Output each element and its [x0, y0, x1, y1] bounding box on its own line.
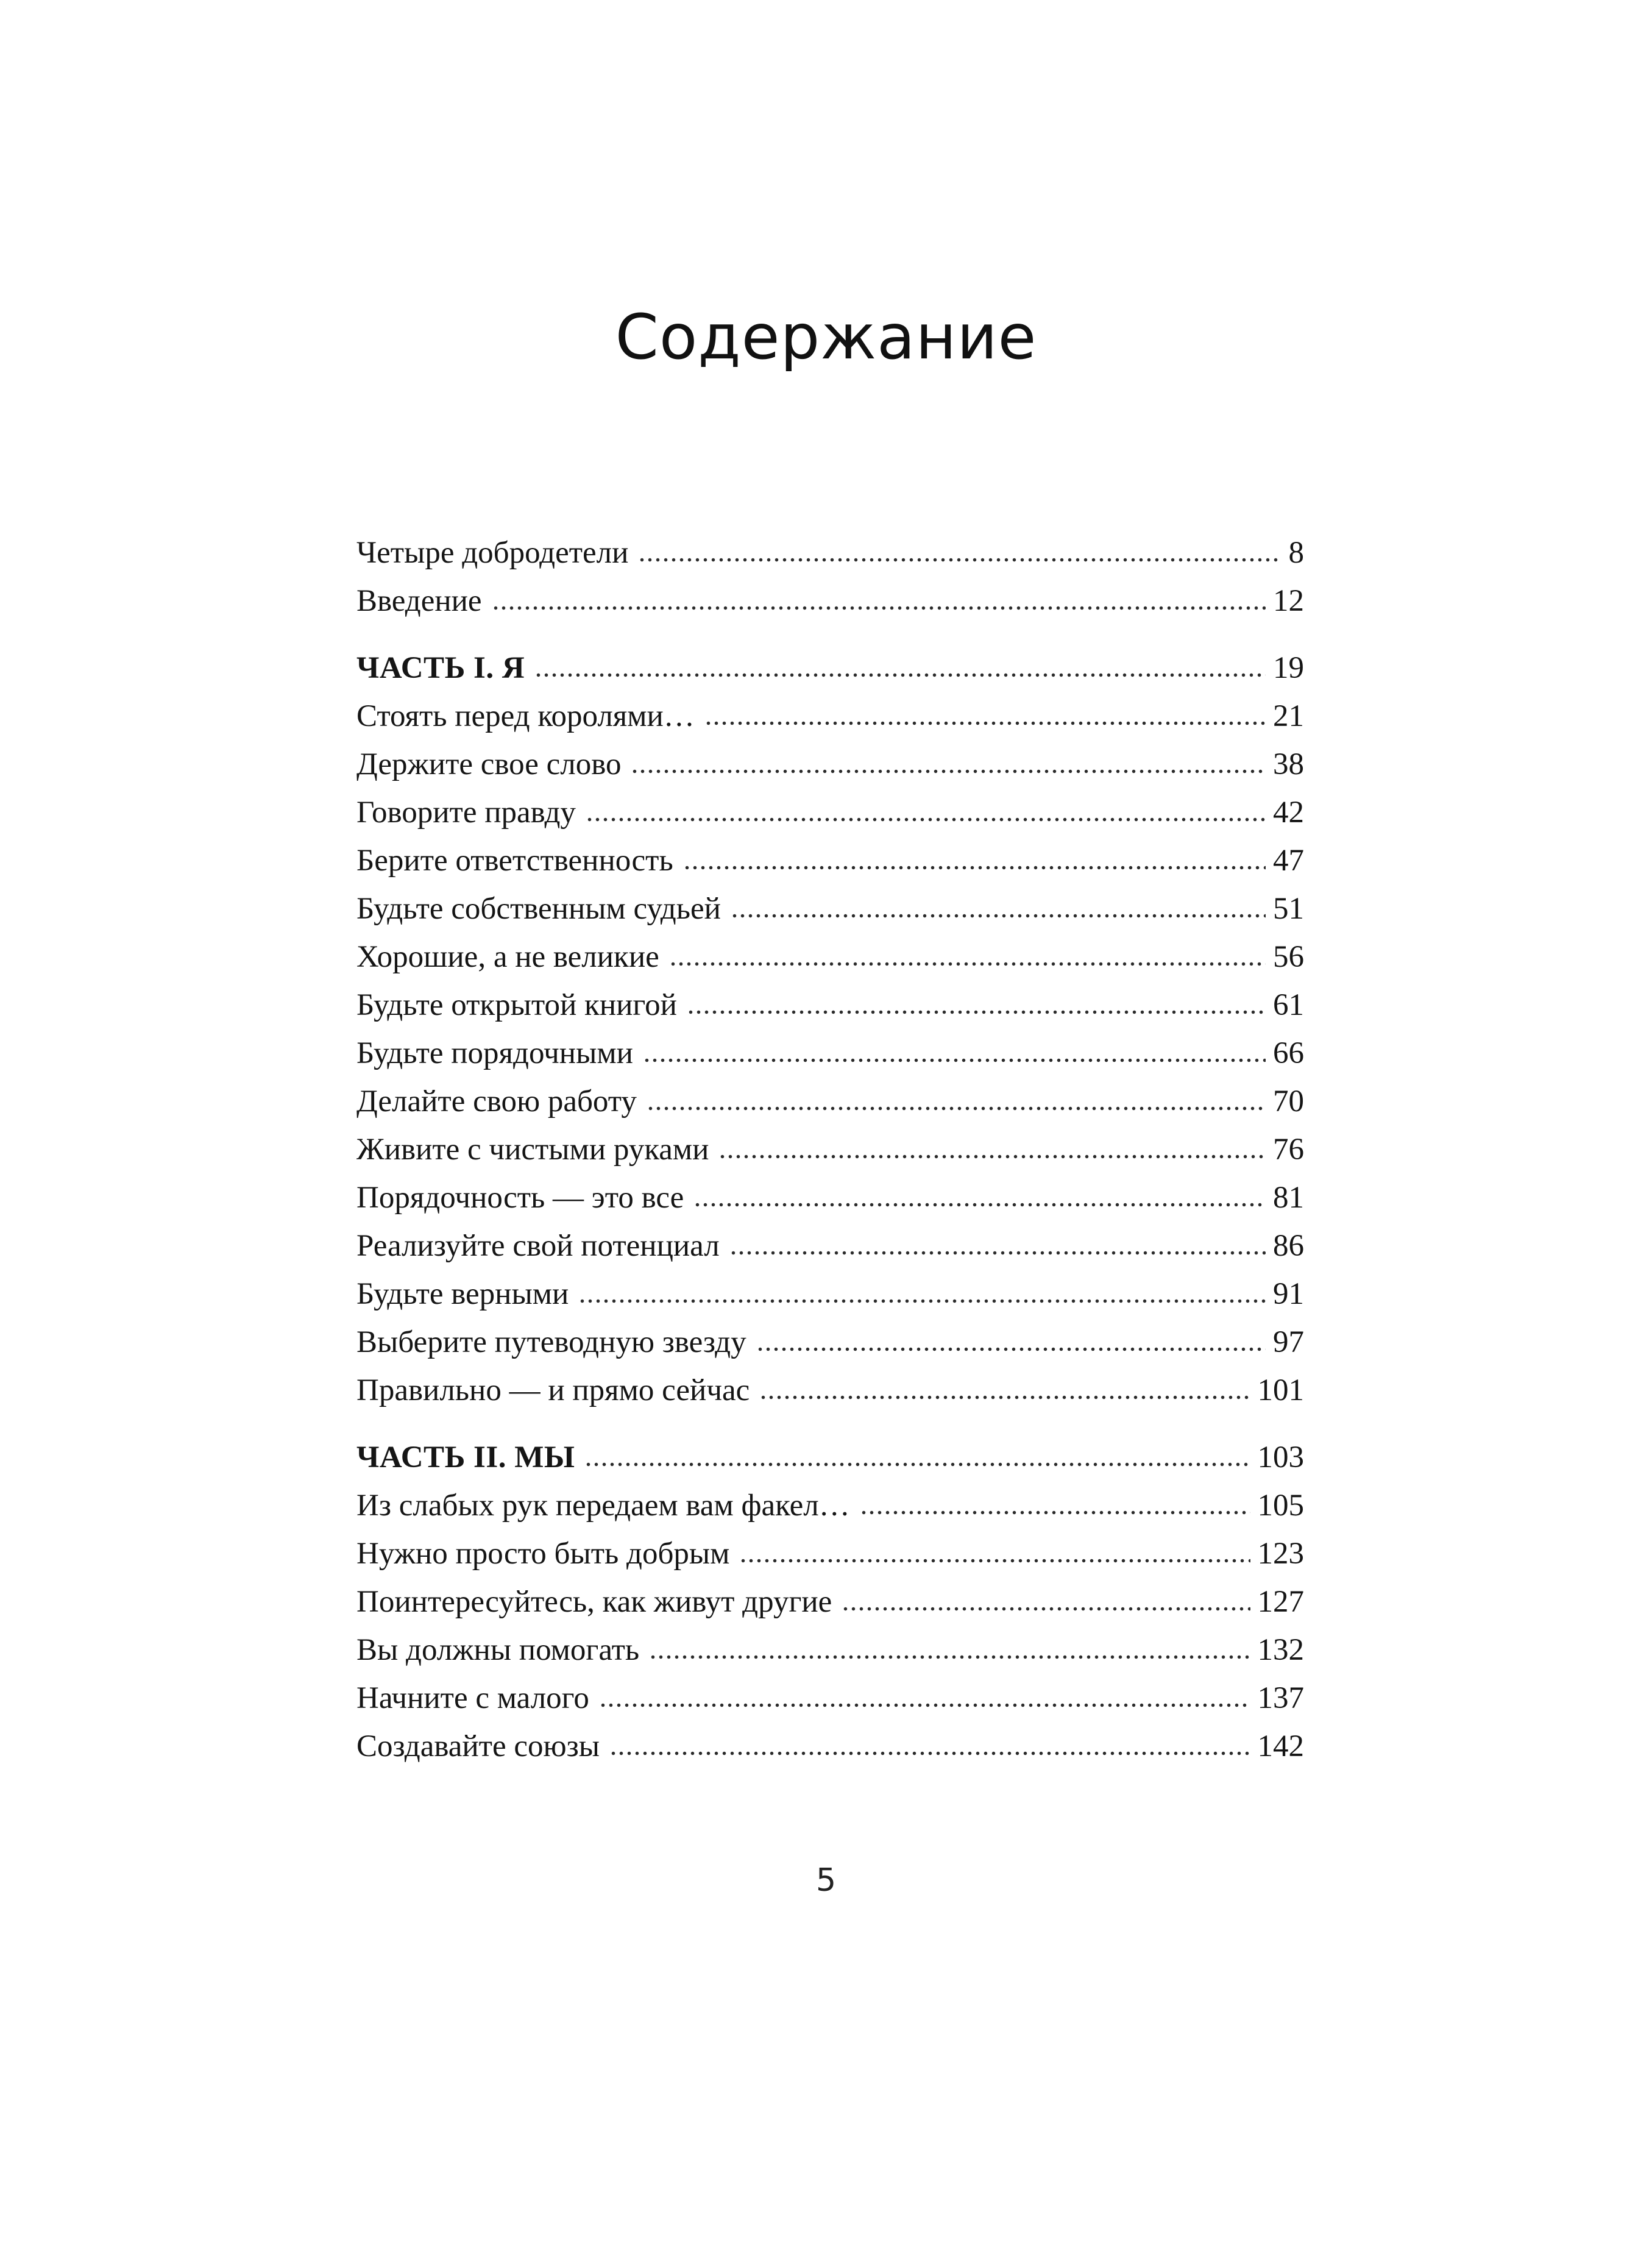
- toc-entry-label: Держите свое слово: [356, 747, 622, 781]
- toc-entry: [356, 1730, 1304, 1763]
- toc-entry-page: 142: [1257, 1729, 1304, 1763]
- dot-leader: [647, 1106, 1266, 1111]
- toc-entry: [356, 989, 1304, 1022]
- toc-entry-page: 56: [1273, 940, 1304, 974]
- toc-entry: [356, 1374, 1304, 1407]
- toc-entry-label: Будьте верными: [356, 1277, 569, 1311]
- dot-leader: [731, 913, 1266, 919]
- toc-entry-page: 76: [1273, 1133, 1304, 1167]
- toc-entry: [356, 1441, 1304, 1474]
- toc-entry: [356, 1682, 1304, 1715]
- toc-entry-page: 91: [1273, 1277, 1304, 1311]
- toc-entry: [356, 796, 1304, 829]
- toc-entry: [356, 748, 1304, 781]
- toc-entry: [356, 1537, 1304, 1570]
- toc-entry: [356, 536, 1304, 569]
- dot-leader: [729, 1250, 1266, 1256]
- toc-entry-label: Правильно — и прямо сейчас: [356, 1373, 750, 1407]
- toc-entry-page: 81: [1273, 1181, 1304, 1215]
- toc-entry: [356, 1634, 1304, 1666]
- toc-entry-page: 42: [1273, 795, 1304, 830]
- dot-leader: [631, 769, 1266, 774]
- toc-entry-label: Берите ответственность: [356, 844, 673, 878]
- dot-leader: [609, 1751, 1250, 1756]
- toc-entry-label: Будьте порядочными: [356, 1036, 633, 1070]
- toc-entry: [356, 1489, 1304, 1522]
- toc-entry-page: 132: [1257, 1633, 1304, 1667]
- toc-entry-page: 12: [1273, 584, 1304, 618]
- dot-leader: [584, 1462, 1250, 1467]
- toc-entry-label: Делайте свою работу: [356, 1084, 637, 1119]
- toc-entry-label: Нужно просто быть добрым: [356, 1537, 730, 1571]
- toc-entry: [356, 1585, 1304, 1618]
- toc-entry: [356, 1326, 1304, 1359]
- toc-entry-page: 61: [1273, 988, 1304, 1022]
- toc-entry-label: Будьте открытой книгой: [356, 988, 677, 1022]
- toc-entry-label: Создавайте союзы: [356, 1729, 600, 1763]
- toc-entry-page: 103: [1257, 1440, 1304, 1474]
- toc-entry-label: Введение: [356, 584, 482, 618]
- dot-leader: [704, 720, 1266, 726]
- toc-list: [356, 536, 1304, 1778]
- dot-leader: [718, 1154, 1266, 1159]
- toc-entry-label: Стоять перед королями…: [356, 699, 695, 733]
- dot-leader: [534, 672, 1266, 678]
- toc-entry-label: Вы должны помогать: [356, 1633, 640, 1667]
- toc-entry-label: ЧАСТЬ I. Я: [356, 651, 525, 685]
- dot-leader: [739, 1558, 1250, 1563]
- toc-entry: [356, 1037, 1304, 1070]
- dot-leader: [669, 961, 1266, 967]
- toc-entry: [356, 844, 1304, 877]
- dot-leader: [649, 1654, 1250, 1660]
- toc-entry-page: 137: [1257, 1681, 1304, 1715]
- toc-entry-page: 86: [1273, 1229, 1304, 1263]
- toc-entry-label: Из слабых рук передаем вам факел…: [356, 1489, 850, 1523]
- toc-entry-label: Будьте собственным судьей: [356, 892, 721, 926]
- toc-entry-label: Живите с чистыми руками: [356, 1133, 709, 1167]
- dot-leader: [756, 1346, 1266, 1352]
- toc-entry-label: Говорите правду: [356, 795, 576, 830]
- page-number: 5: [815, 1862, 837, 1899]
- toc-entry: [356, 585, 1304, 617]
- dot-leader: [693, 1202, 1266, 1208]
- page-title: Содержание: [615, 301, 1037, 374]
- toc-entry-page: 21: [1273, 699, 1304, 733]
- toc-entry: [356, 1229, 1304, 1262]
- dot-leader: [860, 1510, 1250, 1515]
- dot-leader: [687, 1009, 1266, 1015]
- toc-entry-page: 70: [1273, 1084, 1304, 1119]
- toc-entry-page: 8: [1288, 536, 1304, 570]
- toc-entry-page: 47: [1273, 844, 1304, 878]
- toc-entry-page: 123: [1257, 1537, 1304, 1571]
- toc-entry: [356, 892, 1304, 925]
- toc-entry: [356, 1085, 1304, 1118]
- dot-leader: [643, 1058, 1266, 1063]
- toc-entry-label: Реализуйте свой потенциал: [356, 1229, 720, 1263]
- dot-leader: [586, 817, 1266, 822]
- toc-entry: [356, 700, 1304, 733]
- dot-leader: [638, 557, 1281, 563]
- toc-entry-page: 101: [1257, 1373, 1304, 1407]
- toc-entry: [356, 941, 1304, 973]
- dot-leader: [578, 1298, 1266, 1304]
- dot-leader: [683, 865, 1266, 870]
- toc-entry-label: ЧАСТЬ II. МЫ: [356, 1440, 575, 1474]
- toc-entry-label: Четыре добродетели: [356, 536, 629, 570]
- toc-entry-label: Поинтересуйтесь, как живут другие: [356, 1585, 832, 1619]
- toc-entry-page: 19: [1273, 651, 1304, 685]
- dot-leader: [759, 1395, 1250, 1400]
- toc-entry-label: Хорошие, а не великие: [356, 940, 659, 974]
- toc-entry-page: 38: [1273, 747, 1304, 781]
- toc-entry-page: 127: [1257, 1585, 1304, 1619]
- dot-leader: [492, 605, 1266, 611]
- toc-entry-label: Начните с малого: [356, 1681, 589, 1715]
- toc-entry: [356, 1133, 1304, 1166]
- toc-entry: [356, 1181, 1304, 1214]
- toc-entry-page: 105: [1257, 1489, 1304, 1523]
- dot-leader: [842, 1606, 1250, 1612]
- dot-leader: [599, 1702, 1250, 1708]
- toc-entry-page: 97: [1273, 1325, 1304, 1359]
- toc-entry: [356, 1278, 1304, 1311]
- toc-entry-page: 66: [1273, 1036, 1304, 1070]
- toc-entry-page: 51: [1273, 892, 1304, 926]
- toc-entry: [356, 652, 1304, 685]
- toc-entry-label: Выберите путеводную звезду: [356, 1325, 746, 1359]
- toc-entry-label: Порядочность — это все: [356, 1181, 684, 1215]
